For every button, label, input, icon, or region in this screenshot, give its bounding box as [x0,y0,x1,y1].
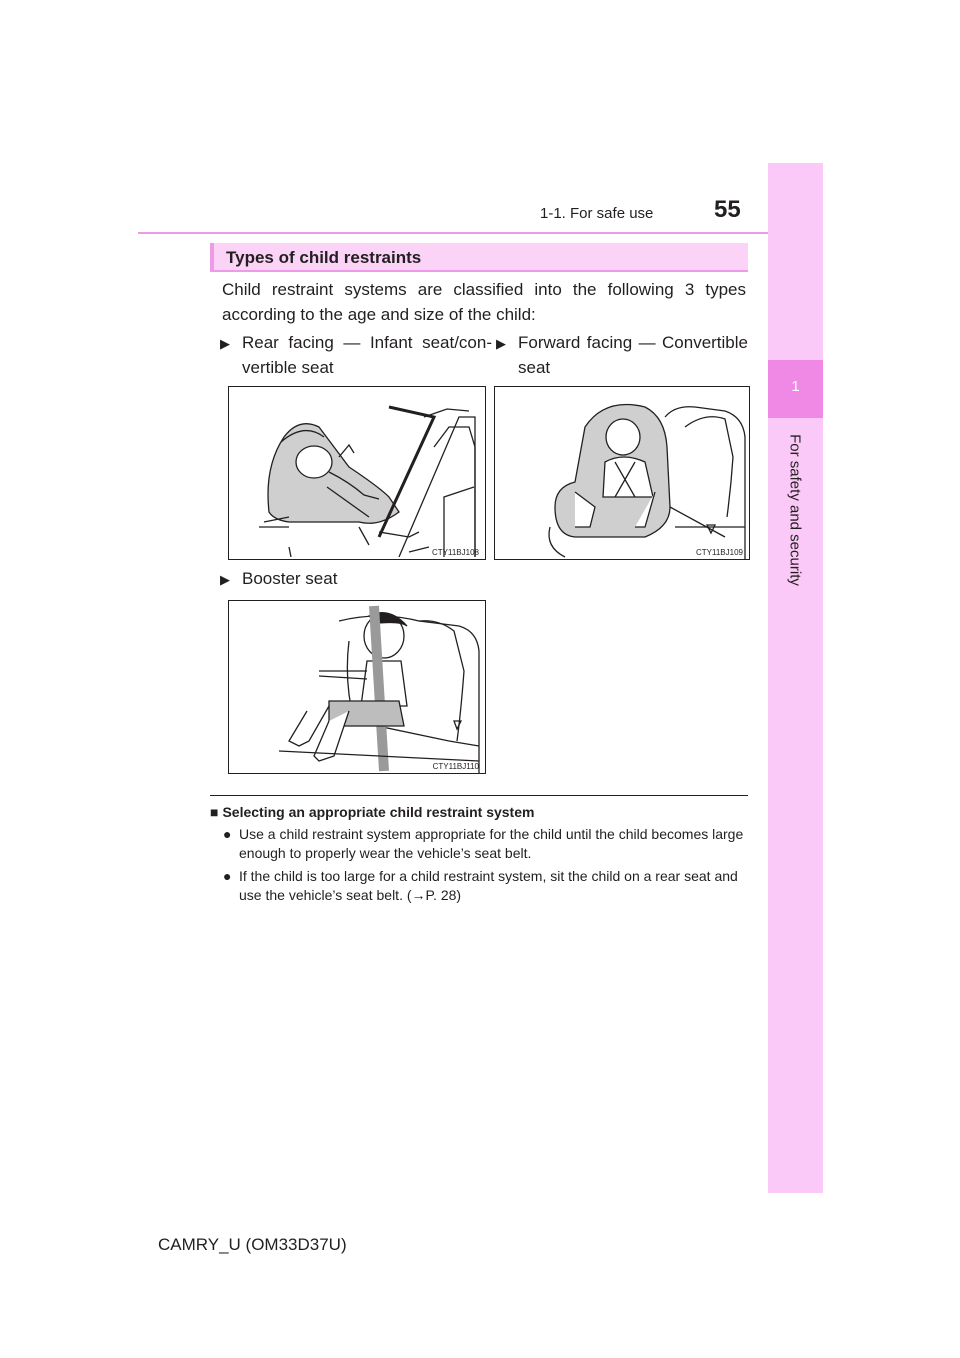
figure-code: CTY11BJ108 [432,548,479,557]
list-item-label: Rear facing — Infant seat/con-vertible seat [242,333,492,377]
manual-code: CAMRY_U (OM33D37U) [158,1235,347,1254]
chapter-number: 1 [791,378,800,395]
section-heading-box [210,243,748,272]
figure-code: CTY11BJ110 [432,762,479,771]
note-text: Use a child restraint system appropriate for the child until the child becomes large enough to properly wear the vehicle’s seat belt. [239,826,744,861]
booster-seat-illustration-icon [229,601,485,773]
list-item-label: Booster seat [242,569,338,588]
infant-seat-figure [228,386,486,560]
list-item-label: Forward facing — Convertible seat [518,333,748,377]
list-item-rear-facing [220,330,492,380]
circle-bullet-icon: ● [223,826,232,842]
side-chapter-tab [768,163,823,1193]
intro-paragraph: Child restraint systems are classified into the following 3 types according to the age and size of the child: [222,280,746,324]
convertible-seat-illustration-icon [495,387,749,559]
note-item [223,867,761,907]
triangle-bullet-icon: ▶ [220,336,230,351]
notes-heading [210,804,534,820]
list-item-booster [220,566,420,591]
square-bullet-icon: ■ [210,804,219,820]
note-text: If the child is too large for a child restraint system, sit the child on a rear seat and use the vehicle’s seat belt. (→P. 28) [239,868,738,903]
list-item-forward-facing [496,330,748,380]
notes-heading-text: Selecting an appropriate child restraint system [222,804,535,820]
note-item [223,825,761,865]
figure-code: CTY11BJ109 [696,548,743,557]
infant-seat-illustration-icon [229,387,485,559]
page-number: 55 [714,196,741,223]
chapter-title-text: For safety and security [786,434,804,586]
circle-bullet-icon: ● [223,868,232,884]
convertible-seat-figure [494,386,750,560]
section-label: 1-1. For safe use [540,205,654,222]
section-heading: Types of child restraints [226,248,422,267]
booster-seat-figure [228,600,486,774]
triangle-bullet-icon: ▶ [496,336,506,351]
section-divider [210,795,748,796]
header-rule [138,232,823,234]
triangle-bullet-icon: ▶ [220,572,230,587]
